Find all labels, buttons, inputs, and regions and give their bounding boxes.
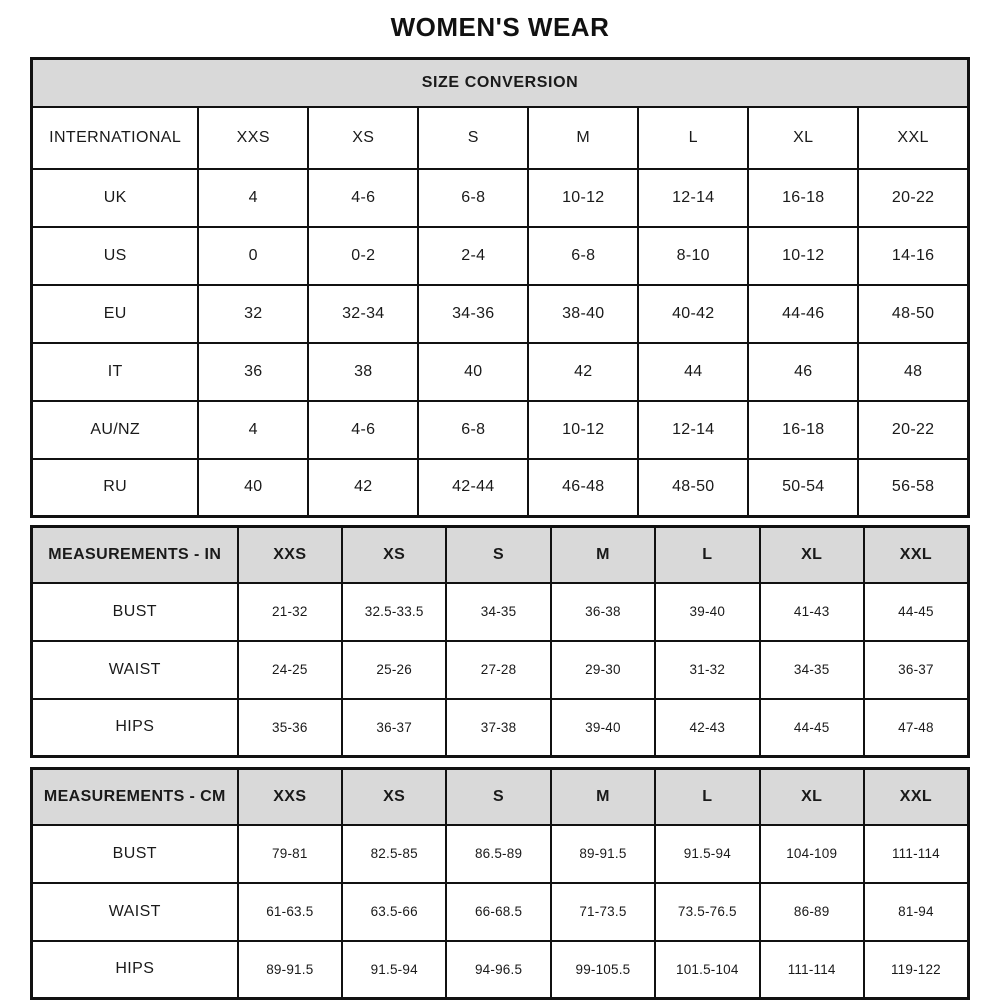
column-header: XS <box>342 769 446 825</box>
cell-value: 36-37 <box>342 699 446 757</box>
row-label: WAIST <box>32 641 238 699</box>
cell-value: 119-122 <box>864 941 969 999</box>
cell-value: 101.5-104 <box>655 941 759 999</box>
cell-value: 10-12 <box>748 227 858 285</box>
cell-value: 40-42 <box>638 285 748 343</box>
cell-value: 6-8 <box>418 401 528 459</box>
cell-value: 61-63.5 <box>238 883 342 941</box>
column-header: XXL <box>864 769 969 825</box>
cell-value: 36-37 <box>864 641 969 699</box>
cell-value: 81-94 <box>864 883 969 941</box>
table-row <box>32 883 969 941</box>
cell-value: 16-18 <box>748 169 858 227</box>
row-label: RU <box>32 459 199 517</box>
cell-value: 40 <box>418 343 528 401</box>
cell-value: 86.5-89 <box>446 825 550 883</box>
cell-value: 36 <box>198 343 308 401</box>
column-header: XS <box>342 527 446 583</box>
cell-value: 63.5-66 <box>342 883 446 941</box>
cell-value: 39-40 <box>551 699 655 757</box>
cell-value: 40 <box>198 459 308 517</box>
column-header: INTERNATIONAL <box>32 107 199 169</box>
cell-value: 10-12 <box>528 401 638 459</box>
cell-value: 4 <box>198 169 308 227</box>
cell-value: 86-89 <box>760 883 864 941</box>
cell-value: 6-8 <box>528 227 638 285</box>
table-row <box>32 227 969 285</box>
column-header: XL <box>748 107 858 169</box>
cell-value: 34-35 <box>446 583 550 641</box>
cell-value: 41-43 <box>760 583 864 641</box>
cell-value: 4 <box>198 401 308 459</box>
cell-value: 32 <box>198 285 308 343</box>
table-header-row <box>32 527 969 583</box>
cell-value: 14-16 <box>858 227 968 285</box>
cell-value: 31-32 <box>655 641 759 699</box>
cell-value: 34-36 <box>418 285 528 343</box>
cell-value: 38 <box>308 343 418 401</box>
table-row <box>32 699 969 757</box>
cell-value: 37-38 <box>446 699 550 757</box>
cell-value: 24-25 <box>238 641 342 699</box>
row-label: BUST <box>32 583 238 641</box>
cell-value: 44-45 <box>864 583 969 641</box>
table-row <box>32 285 969 343</box>
table-row <box>32 459 969 517</box>
column-header: XXL <box>864 527 969 583</box>
cell-value: 20-22 <box>858 169 968 227</box>
column-header: L <box>655 527 759 583</box>
column-header: S <box>446 769 550 825</box>
cell-value: 2-4 <box>418 227 528 285</box>
cell-value: 47-48 <box>864 699 969 757</box>
row-label: WAIST <box>32 883 238 941</box>
table-row <box>32 169 969 227</box>
cell-value: 21-32 <box>238 583 342 641</box>
cell-value: 38-40 <box>528 285 638 343</box>
cell-value: 39-40 <box>655 583 759 641</box>
cell-value: 32.5-33.5 <box>342 583 446 641</box>
cell-value: 0-2 <box>308 227 418 285</box>
cell-value: 8-10 <box>638 227 748 285</box>
cell-value: 91.5-94 <box>655 825 759 883</box>
column-header: S <box>446 527 550 583</box>
cell-value: 27-28 <box>446 641 550 699</box>
cell-value: 20-22 <box>858 401 968 459</box>
cell-value: 44-46 <box>748 285 858 343</box>
cell-value: 48-50 <box>638 459 748 517</box>
cell-value: 82.5-85 <box>342 825 446 883</box>
cell-value: 44 <box>638 343 748 401</box>
cell-value: 16-18 <box>748 401 858 459</box>
cell-value: 25-26 <box>342 641 446 699</box>
column-header: S <box>418 107 528 169</box>
cell-value: 89-91.5 <box>238 941 342 999</box>
cell-value: 94-96.5 <box>446 941 550 999</box>
table-caption: MEASUREMENTS - IN <box>32 527 238 583</box>
table-row <box>32 401 969 459</box>
cell-value: 32-34 <box>308 285 418 343</box>
table-row <box>32 583 969 641</box>
table-caption: MEASUREMENTS - CM <box>32 769 238 825</box>
column-header: XXS <box>238 769 342 825</box>
column-header: XL <box>760 769 864 825</box>
cell-value: 10-12 <box>528 169 638 227</box>
row-label: UK <box>32 169 199 227</box>
cell-value: 91.5-94 <box>342 941 446 999</box>
cell-value: 99-105.5 <box>551 941 655 999</box>
cell-value: 34-35 <box>760 641 864 699</box>
cell-value: 42 <box>308 459 418 517</box>
table-row <box>32 941 969 999</box>
size-conversion-table <box>30 57 970 518</box>
column-header: L <box>638 107 748 169</box>
table-header-row <box>32 769 969 825</box>
cell-value: 35-36 <box>238 699 342 757</box>
cell-value: 89-91.5 <box>551 825 655 883</box>
cell-value: 73.5-76.5 <box>655 883 759 941</box>
row-label: HIPS <box>32 699 238 757</box>
table-row <box>32 641 969 699</box>
cell-value: 56-58 <box>858 459 968 517</box>
column-header: XS <box>308 107 418 169</box>
cell-value: 6-8 <box>418 169 528 227</box>
row-label: US <box>32 227 199 285</box>
row-label: EU <box>32 285 199 343</box>
cell-value: 111-114 <box>760 941 864 999</box>
column-header: L <box>655 769 759 825</box>
measurements-in-table <box>30 525 970 758</box>
cell-value: 36-38 <box>551 583 655 641</box>
row-label: IT <box>32 343 199 401</box>
cell-value: 48 <box>858 343 968 401</box>
table-caption: SIZE CONVERSION <box>32 59 969 107</box>
cell-value: 42-43 <box>655 699 759 757</box>
table-header-row <box>32 107 969 169</box>
cell-value: 42 <box>528 343 638 401</box>
cell-value: 12-14 <box>638 401 748 459</box>
cell-value: 66-68.5 <box>446 883 550 941</box>
row-label: AU/NZ <box>32 401 199 459</box>
cell-value: 46 <box>748 343 858 401</box>
cell-value: 104-109 <box>760 825 864 883</box>
table-row <box>32 825 969 883</box>
cell-value: 111-114 <box>864 825 969 883</box>
column-header: M <box>551 769 655 825</box>
column-header: M <box>528 107 638 169</box>
cell-value: 79-81 <box>238 825 342 883</box>
measurements-cm-table <box>30 767 970 1000</box>
cell-value: 42-44 <box>418 459 528 517</box>
column-header: XXL <box>858 107 968 169</box>
cell-value: 12-14 <box>638 169 748 227</box>
cell-value: 29-30 <box>551 641 655 699</box>
column-header: XXS <box>238 527 342 583</box>
cell-value: 46-48 <box>528 459 638 517</box>
column-header: M <box>551 527 655 583</box>
row-label: HIPS <box>32 941 238 999</box>
column-header: XL <box>760 527 864 583</box>
table-row <box>32 343 969 401</box>
cell-value: 4-6 <box>308 401 418 459</box>
cell-value: 71-73.5 <box>551 883 655 941</box>
cell-value: 48-50 <box>858 285 968 343</box>
cell-value: 50-54 <box>748 459 858 517</box>
cell-value: 0 <box>198 227 308 285</box>
cell-value: 44-45 <box>760 699 864 757</box>
column-header: XXS <box>198 107 308 169</box>
page-title: WOMEN'S WEAR <box>390 12 610 42</box>
row-label: BUST <box>32 825 238 883</box>
cell-value: 4-6 <box>308 169 418 227</box>
table-caption-row <box>32 59 969 107</box>
